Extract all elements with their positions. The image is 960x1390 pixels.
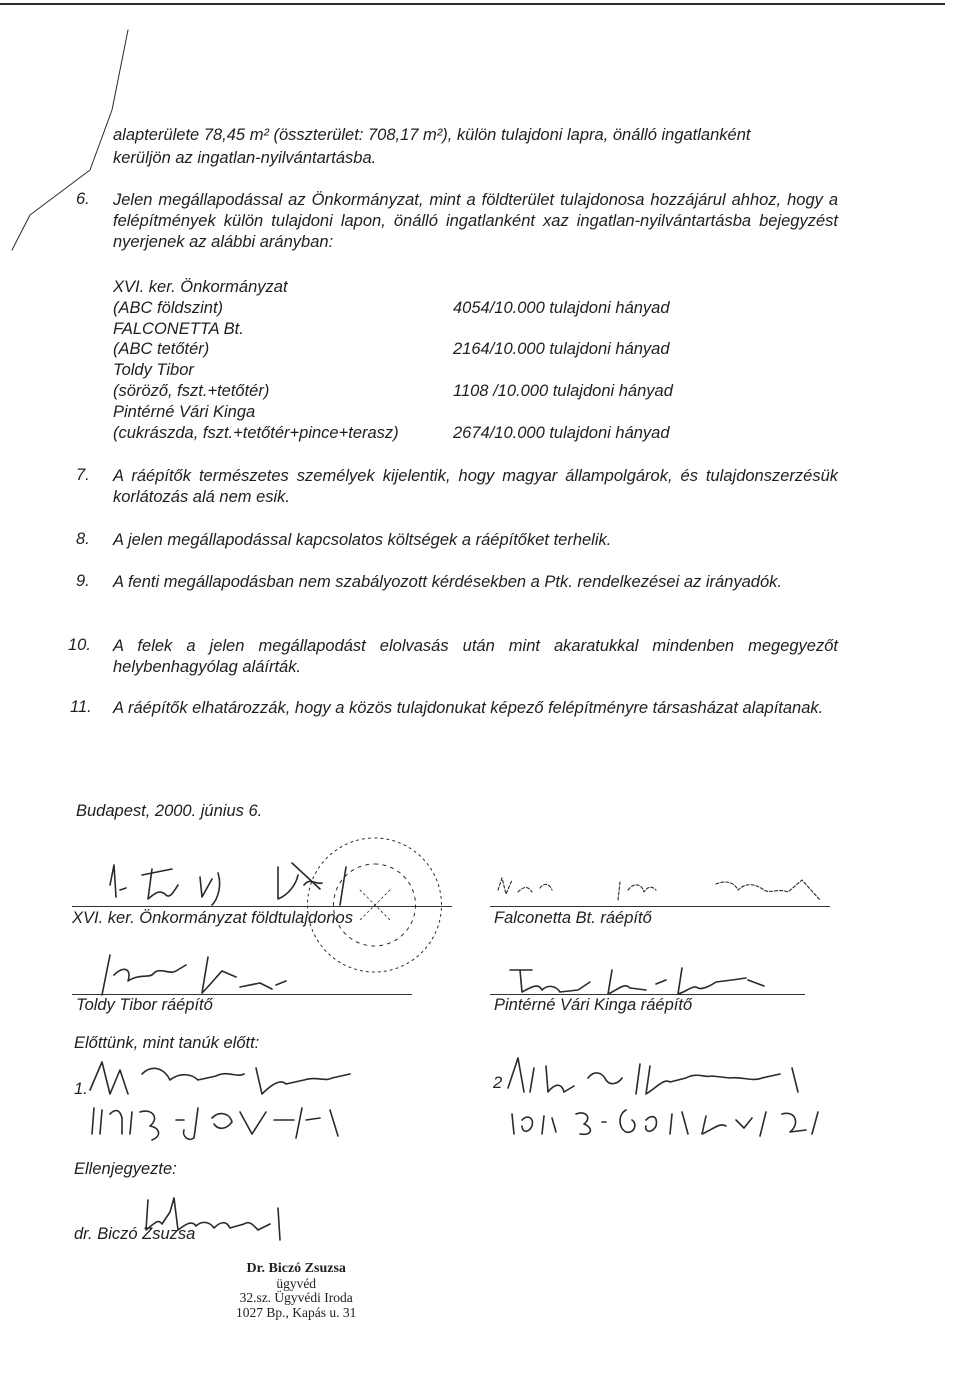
point-11-text: A ráépítők elhatározzák, hogy a közös tulajdonukat képező felépítményre társasházat alapítanak. [113, 699, 824, 717]
stamp-title: ügyvéd [276, 1275, 317, 1291]
share-detail: (cukrászda, fszt.+tetőtér+pince+terasz) [113, 424, 399, 442]
point-7-text: A ráépítők természetes személyek kijelentik, hogy magyar állampolgárok, és tulajdonszerzésük korlátozás alá nem esik. [113, 467, 838, 506]
witness-1-signature [80, 1050, 400, 1140]
share-value: 1108 /10.000 tulajdoni hányad [453, 382, 673, 400]
point-9-number: 9. [76, 572, 90, 590]
share-row [113, 424, 733, 443]
share-detail: (söröző, fszt.+tetőtér) [113, 382, 270, 400]
point-8-text: A jelen megállapodással kapcsolatos költségek a ráépítőket terhelik. [113, 531, 612, 549]
point-6-number: 6. [76, 190, 90, 208]
share-row [113, 340, 733, 359]
point-10-text: A felek a jelen megállapodást elolvasás után mint akaratukkal mindenben megegyezőt helybenhagyólag aláírták. [113, 637, 838, 676]
share-row [113, 382, 733, 401]
point-8-number: 8. [76, 530, 90, 548]
share-owner: XVI. ker. Önkormányzat [113, 278, 288, 296]
fragment-line-2: kerüljön az ingatlan-nyilvántartásba. [113, 149, 377, 167]
stamp-address: 1027 Bp., Kapás u. 31 [236, 1304, 357, 1320]
witnesses-label: Előttünk, mint tanúk előtt: [74, 1034, 260, 1052]
share-owner: Toldy Tibor [113, 361, 194, 379]
handwritten-signature [490, 870, 850, 910]
witness-2-number: 2 [493, 1074, 503, 1092]
share-row [113, 299, 733, 318]
share-detail: (ABC földszint) [113, 299, 224, 317]
share-owner: Pintérné Vári Kinga [113, 403, 256, 421]
signatory-label: Toldy Tibor ráépítő [76, 996, 213, 1014]
witness-1-number: 1. [74, 1080, 88, 1098]
point-9-text: A fenti megállapodásban nem szabályozott kérdésekben a Ptk. rendelkezései az irányadók. [113, 573, 782, 591]
stamp-name: Dr. Biczó Zsuzsa [246, 1261, 346, 1276]
fragment-line-1: alapterülete 78,45 m² (összterület: 708,17 m²), külön tulajdoni lapra, önálló ingatlanként [113, 126, 751, 144]
stamp-office: 32.sz. Ügyvédi Iroda [239, 1290, 353, 1305]
point-11-number: 11. [70, 698, 92, 716]
share-value: 2674/10.000 tulajdoni hányad [453, 424, 670, 442]
share-value: 4054/10.000 tulajdoni hányad [453, 299, 670, 317]
point-10-number: 10. [68, 636, 91, 654]
share-owner: FALCONETTA Bt. [113, 320, 244, 338]
signatory-label: Falconetta Bt. ráépítő [494, 909, 652, 927]
witness-2-signature [500, 1048, 860, 1138]
signature-line [490, 906, 830, 907]
signature-line [72, 906, 452, 907]
signature-line [490, 994, 805, 995]
signatory-label: XVI. ker. Önkormányzat földtulajdonos [72, 909, 353, 927]
lawyer-stamp [236, 1262, 356, 1320]
place-date: Budapest, 2000. június 6. [76, 802, 263, 820]
signatory-label: Pintérné Vári Kinga ráépítő [494, 996, 693, 1014]
signature-line [72, 994, 412, 995]
share-value: 2164/10.000 tulajdoni hányad [453, 340, 670, 358]
point-7-number: 7. [76, 466, 90, 484]
countersign-name: dr. Biczó Zsuzsa [74, 1225, 196, 1243]
countersign-label: Ellenjegyezte: [74, 1160, 177, 1178]
share-detail: (ABC tetőtér) [113, 340, 210, 358]
point-6-text: Jelen megállapodással az Önkormányzat, mint a földterület tulajdonosa hozzájárul ahhoz, hogy a felépítmények külön tulajdoni lapon, önálló ingatlanként xaz ingatlan-nyilvántartásba bejegyzést nyerjenek az alábbi arányban: [113, 191, 838, 251]
